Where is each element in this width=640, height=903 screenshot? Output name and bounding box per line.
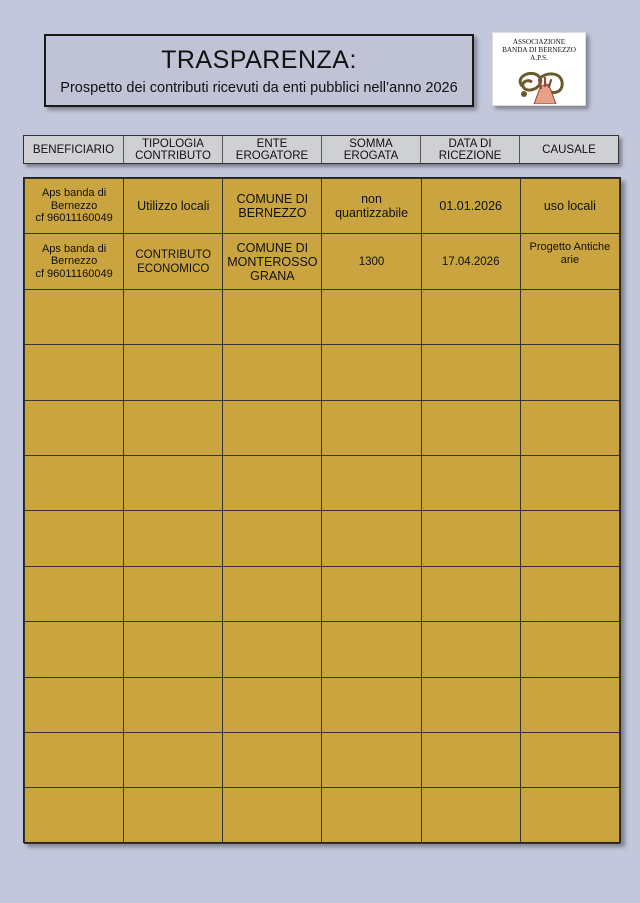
table-row-empty: [25, 455, 620, 510]
table-row-empty: [25, 732, 620, 787]
empty-cell: [25, 289, 124, 344]
cell-somma: non quantizzabile: [322, 179, 421, 234]
empty-cell: [124, 732, 223, 787]
empty-cell: [322, 622, 421, 677]
empty-cell: [322, 400, 421, 455]
empty-cell: [520, 732, 619, 787]
contributions-table: [23, 177, 621, 843]
empty-cell: [520, 677, 619, 732]
empty-cell: [322, 511, 421, 566]
empty-cell: [223, 455, 322, 510]
cell-tipologia: CONTRIBUTO ECONOMICO: [124, 234, 223, 289]
empty-cell: [322, 566, 421, 621]
cell-beneficiario: Aps banda di Bernezzo cf 96011160049: [25, 179, 124, 234]
cell-data: 01.01.2026: [421, 179, 520, 234]
empty-cell: [223, 566, 322, 621]
table-row-empty: [25, 788, 620, 843]
empty-cell: [124, 622, 223, 677]
cell-beneficiario: Aps banda di Bernezzo cf 96011160049: [25, 234, 124, 289]
empty-cell: [25, 566, 124, 621]
table-row-empty: [25, 677, 620, 732]
cell-data: 17.04.2026: [421, 234, 520, 289]
empty-cell: [223, 511, 322, 566]
empty-cell: [520, 400, 619, 455]
header-tipologia: TIPOLOGIA CONTRIBUTO: [124, 136, 223, 163]
cell-tipologia: Utilizzo locali: [124, 179, 223, 234]
empty-cell: [25, 400, 124, 455]
empty-cell: [223, 345, 322, 400]
cell-causale: Progetto Antiche arie: [520, 234, 619, 289]
header-causale: CAUSALE: [542, 143, 596, 156]
empty-cell: [124, 677, 223, 732]
empty-cell: [223, 289, 322, 344]
empty-cell: [124, 566, 223, 621]
empty-cell: [223, 622, 322, 677]
empty-cell: [25, 622, 124, 677]
logo-text: ASSOCIAZIONE BANDA DI BERNEZZO A.P.S.: [502, 38, 576, 62]
header-beneficiario: BENEFICIARIO: [24, 136, 124, 163]
empty-cell: [520, 289, 619, 344]
empty-cell: [520, 345, 619, 400]
cell-ente: COMUNE DI MONTEROSSO GRANA: [223, 234, 322, 289]
empty-cell: [223, 677, 322, 732]
empty-cell: [124, 455, 223, 510]
association-logo: [492, 32, 586, 106]
empty-cell: [421, 345, 520, 400]
empty-cell: [223, 732, 322, 787]
table-row-empty: [25, 345, 620, 400]
cell-ente: COMUNE DI BERNEZZO: [223, 179, 322, 234]
empty-cell: [421, 400, 520, 455]
empty-cell: [322, 455, 421, 510]
empty-cell: [322, 788, 421, 843]
empty-cell: [520, 455, 619, 510]
table-row-empty: [25, 566, 620, 621]
empty-cell: [421, 566, 520, 621]
empty-cell: [520, 511, 619, 566]
cell-somma: 1300: [322, 234, 421, 289]
cell-causale: uso locali: [520, 179, 619, 234]
header-data: DATA DI RICEZIONE: [421, 136, 520, 163]
empty-cell: [124, 289, 223, 344]
page-title: TRASPARENZA:: [161, 46, 357, 74]
table-row-empty: [25, 289, 620, 344]
table-row-empty: [25, 511, 620, 566]
empty-cell: [25, 677, 124, 732]
empty-cell: [25, 455, 124, 510]
empty-cell: [520, 622, 619, 677]
empty-cell: [25, 732, 124, 787]
empty-cell: [520, 566, 619, 621]
empty-cell: [322, 289, 421, 344]
empty-cell: [421, 677, 520, 732]
empty-cell: [124, 511, 223, 566]
page-subtitle: Prospetto dei contributi ricevuti da enti pubblici nell’anno 2026: [60, 80, 458, 96]
table-row: [25, 179, 620, 234]
empty-cell: [124, 345, 223, 400]
treble-clef-hand-icon: [504, 64, 574, 104]
empty-cell: [223, 400, 322, 455]
empty-cell: [421, 788, 520, 843]
table-row-empty: [25, 400, 620, 455]
header-somma: SOMMA EROGATA: [322, 136, 421, 163]
empty-cell: [223, 788, 322, 843]
empty-cell: [421, 289, 520, 344]
table-header: [23, 135, 619, 164]
empty-cell: [124, 400, 223, 455]
empty-cell: [421, 455, 520, 510]
empty-cell: [421, 622, 520, 677]
empty-cell: [322, 677, 421, 732]
empty-cell: [322, 345, 421, 400]
table-row-empty: [25, 622, 620, 677]
empty-cell: [322, 732, 421, 787]
title-box: [44, 34, 474, 107]
empty-cell: [421, 511, 520, 566]
empty-cell: [421, 732, 520, 787]
empty-cell: [25, 788, 124, 843]
empty-cell: [25, 345, 124, 400]
empty-cell: [520, 788, 619, 843]
table-row: [25, 234, 620, 289]
empty-cell: [25, 511, 124, 566]
header-ente: ENTE EROGATORE: [223, 136, 322, 163]
empty-cell: [124, 788, 223, 843]
